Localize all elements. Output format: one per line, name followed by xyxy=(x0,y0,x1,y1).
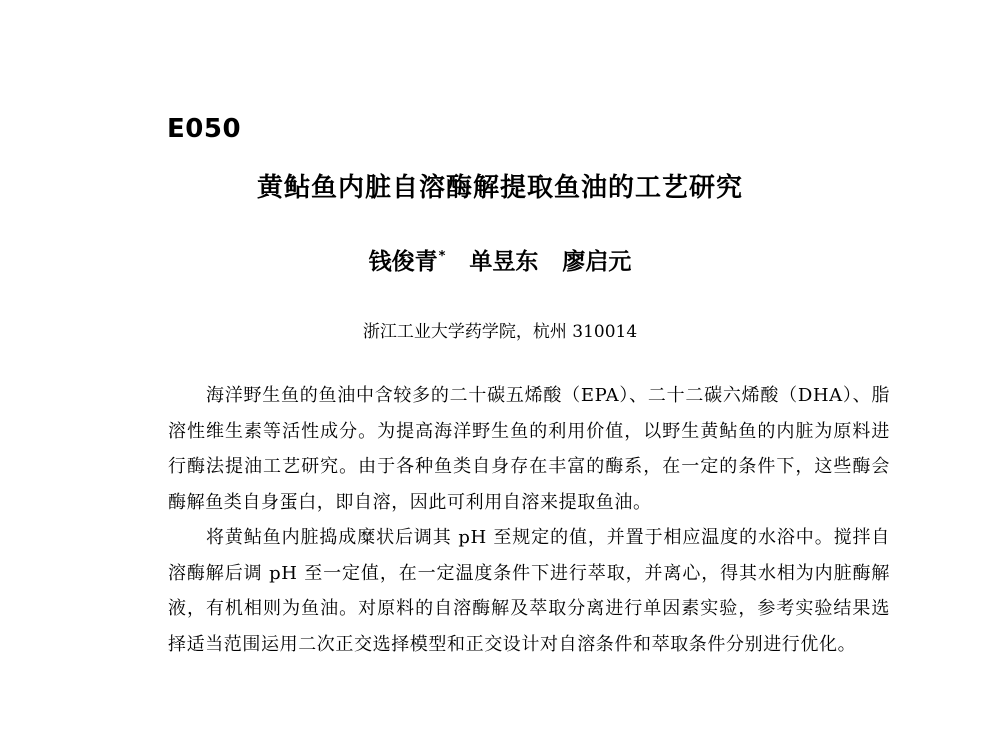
abstract-paragraph-1: 海洋野生鱼的鱼油中含较多的二十碳五烯酸（EPA）、二十二碳六烯酸（DHA）、脂溶性维生素等活性成分。为提高海洋野生鱼的利用价值，以野生黄鲇鱼的内脏为原料进行酶法提油工艺研究。由于各种鱼类自身存在丰富的酶系，在一定的条件下，这些酶会酶解鱼类自身蛋白，即自溶，因此可利用自溶来提取鱼油。 xyxy=(168,385,890,513)
author-1 xyxy=(369,246,446,278)
author-list xyxy=(0,246,1000,278)
author-2 xyxy=(469,246,538,278)
author-1-name: 钱俊青 xyxy=(368,249,438,275)
abstract-body xyxy=(168,378,890,662)
corresponding-author-mark: * xyxy=(438,249,446,264)
paper-code: E050 xyxy=(167,114,242,144)
paper-title: 黄鲇鱼内脏自溶酶解提取鱼油的工艺研究 xyxy=(256,173,743,203)
affiliation: 浙江工业大学药学院，杭州 310014 xyxy=(362,322,638,342)
author-3 xyxy=(562,246,631,278)
author-3-name: 廖启元 xyxy=(562,249,632,275)
abstract-paragraph-2: 将黄鲇鱼内脏捣成糜状后调其 pH 至规定的值，并置于相应温度的水浴中。搅拌自溶酶解后调 pH 至一定值，在一定温度条件下进行萃取，并离心，得其水相为内脏酶解液，有机相则为鱼油。对原料的自溶酶解及萃取分离进行单因素实验，参考实验结果选择适当范围运用二次正交选择模型和正交设计对自溶条件和萃取条件分别进行优化。 xyxy=(168,527,890,655)
author-2-name: 单昱东 xyxy=(469,249,539,275)
